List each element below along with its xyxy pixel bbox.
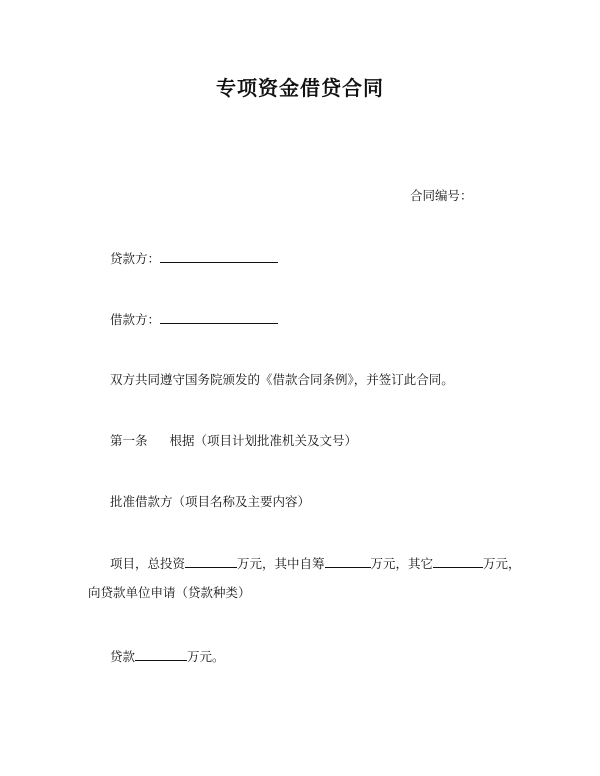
loan-amount-line [110, 648, 225, 665]
project-unit-3: 万元， [483, 556, 521, 571]
intro-paragraph: 双方共同遵守国务院颁发的《借款合同条例》，并签订此合同。 [110, 372, 454, 387]
borrower-blank[interactable] [160, 311, 278, 324]
loan-unit: 万元。 [187, 649, 225, 664]
project-prefix: 项目，总投资 [110, 556, 186, 571]
borrower-label: 借款方： [110, 312, 161, 327]
project-unit-1: 万元，其中自筹 [237, 556, 325, 571]
lender-blank[interactable] [160, 250, 278, 263]
document-title: 专项资金借贷合同 [216, 76, 384, 100]
project-unit-2: 万元，其它 [370, 556, 434, 571]
loan-amount-blank[interactable] [135, 648, 187, 661]
lender-line [110, 250, 278, 267]
article-1-text: 根据（项目计划批准机关及文号） [169, 433, 358, 448]
borrower-line [110, 311, 278, 328]
article-1-label: 第一条 [110, 433, 148, 448]
total-investment-blank[interactable] [185, 555, 237, 568]
article-1-line [110, 433, 357, 449]
lender-label: 贷款方： [110, 251, 161, 266]
apply-line: 向贷款单位申请（贷款种类） [88, 585, 251, 600]
self-raised-blank[interactable] [325, 555, 371, 568]
contract-number-label: 合同编号： [410, 188, 473, 203]
loan-prefix: 贷款 [110, 649, 136, 664]
approval-line: 批准借款方（项目名称及主要内容） [110, 494, 311, 509]
other-funds-blank[interactable] [433, 555, 483, 568]
project-investment-line [110, 555, 521, 572]
